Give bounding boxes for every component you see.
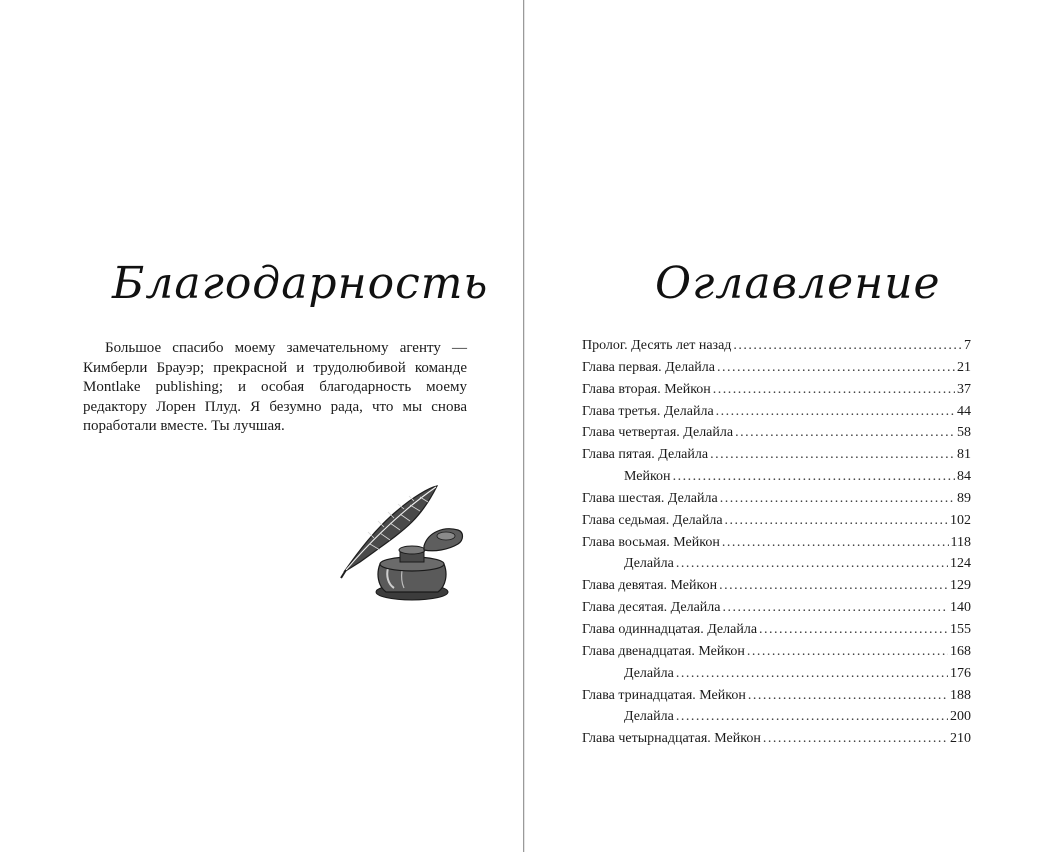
toc-dot-leader xyxy=(719,578,948,594)
toc-entry-title: Мейкон xyxy=(624,469,671,485)
toc-dot-leader xyxy=(722,535,949,551)
toc-entry-page-number: 37 xyxy=(957,381,971,397)
toc-entry-title: Глава двенадцатая. Мейкон xyxy=(582,643,745,659)
toc-entry-page-number: 7 xyxy=(964,338,971,353)
toc-entry-page-number: 140 xyxy=(950,600,971,616)
toc-entry-page-number: 188 xyxy=(950,687,971,703)
toc-dot-leader xyxy=(676,709,948,725)
toc-entry-title: Глава восьмая. Мейкон xyxy=(582,534,720,550)
acknowledgements-paragraph: Большое спасибо моему замечательному агенту — Кимберли Брауэр; прекрасной и трудолюбивой команде Montlake publishing; и особая благодарность моему редактору Лорен Плуд. Я безумно рада, что мы снова поработали вместе. Ты лучшая. xyxy=(83,340,467,435)
toc-entry-title: Пролог. Десять лет назад xyxy=(582,338,732,353)
toc-entry[interactable] xyxy=(582,688,971,710)
toc-entry-page-number: 84 xyxy=(957,469,971,485)
toc-entry-title: Делайла xyxy=(624,556,674,572)
toc-entry[interactable] xyxy=(582,382,971,404)
toc-dot-leader xyxy=(717,360,955,376)
toc-dot-leader xyxy=(713,382,955,398)
toc-entry-page-number: 21 xyxy=(957,359,971,375)
toc-dot-leader xyxy=(725,513,948,529)
toc-entry[interactable] xyxy=(582,360,971,382)
toc-dot-leader xyxy=(720,491,955,507)
quill-and-inkwell-icon xyxy=(340,480,470,605)
toc-entry-page-number: 200 xyxy=(950,709,971,725)
toc-dot-leader xyxy=(676,556,948,572)
contents-heading: Оглавление xyxy=(655,258,941,309)
toc-entry[interactable] xyxy=(582,731,971,753)
toc-entry-title: Глава седьмая. Делайла xyxy=(582,512,723,528)
toc-entry[interactable] xyxy=(582,578,971,600)
toc-entry-title: Глава десятая. Делайла xyxy=(582,600,721,616)
toc-entry-title: Глава девятая. Мейкон xyxy=(582,578,718,594)
toc-entry-title: Глава одиннадцатая. Делайла xyxy=(582,621,758,637)
toc-dot-leader xyxy=(673,469,955,485)
toc-entry[interactable] xyxy=(582,666,971,688)
toc-entry-page-number: 155 xyxy=(950,621,971,637)
right-page xyxy=(525,0,1051,852)
toc-entry[interactable] xyxy=(582,447,971,469)
toc-entry-page-number: 44 xyxy=(957,403,971,419)
toc-entry-page-number: 102 xyxy=(950,512,971,528)
toc-entry-title: Делайла xyxy=(624,665,674,681)
toc-dot-leader xyxy=(763,731,948,747)
toc-entry[interactable] xyxy=(582,709,971,731)
toc-entry-title: Глава тринадцатая. Мейкон xyxy=(582,687,746,703)
toc-entry-title: Глава первая. Делайла xyxy=(582,359,715,375)
toc-entry-page-number: 168 xyxy=(950,643,971,659)
toc-entry[interactable] xyxy=(582,535,971,557)
toc-entry-title: Глава четырнадцатая. Мейкон xyxy=(582,731,761,747)
toc-entry[interactable] xyxy=(582,469,971,491)
toc-entry[interactable] xyxy=(582,644,971,666)
toc-dot-leader xyxy=(733,338,962,354)
toc-entry-page-number: 81 xyxy=(957,447,971,463)
toc-dot-leader xyxy=(710,447,955,463)
toc-entry-page-number: 89 xyxy=(957,490,971,506)
toc-entry-title: Глава шестая. Делайла xyxy=(582,490,718,506)
toc-dot-leader xyxy=(759,622,948,638)
table-of-contents xyxy=(582,338,971,753)
toc-entry[interactable] xyxy=(582,491,971,513)
toc-entry-title: Делайла xyxy=(624,709,674,725)
left-page xyxy=(0,0,523,852)
toc-entry[interactable] xyxy=(582,556,971,578)
toc-entry[interactable] xyxy=(582,600,971,622)
toc-entry[interactable] xyxy=(582,513,971,535)
toc-entry-page-number: 176 xyxy=(950,665,971,681)
toc-dot-leader xyxy=(723,600,949,616)
toc-entry-title: Глава третья. Делайла xyxy=(582,403,714,419)
toc-entry-page-number: 58 xyxy=(957,425,971,441)
toc-entry-title: Глава пятая. Делайла xyxy=(582,447,709,463)
toc-entry[interactable] xyxy=(582,338,971,360)
toc-entry-title: Глава вторая. Мейкон xyxy=(582,381,711,397)
toc-dot-leader xyxy=(748,688,948,704)
toc-entry-title: Глава четвертая. Делайла xyxy=(582,425,734,441)
toc-entry[interactable] xyxy=(582,404,971,426)
toc-entry-page-number: 118 xyxy=(950,534,971,550)
toc-entry-page-number: 129 xyxy=(950,578,971,594)
toc-entry-page-number: 124 xyxy=(950,556,971,572)
toc-dot-leader xyxy=(747,644,948,660)
toc-dot-leader xyxy=(735,425,955,441)
acknowledgements-heading: Благодарность xyxy=(112,258,489,309)
toc-entry-page-number: 210 xyxy=(950,731,971,747)
toc-dot-leader xyxy=(676,666,948,682)
toc-entry[interactable] xyxy=(582,622,971,644)
toc-entry[interactable] xyxy=(582,425,971,447)
toc-dot-leader xyxy=(716,404,955,420)
